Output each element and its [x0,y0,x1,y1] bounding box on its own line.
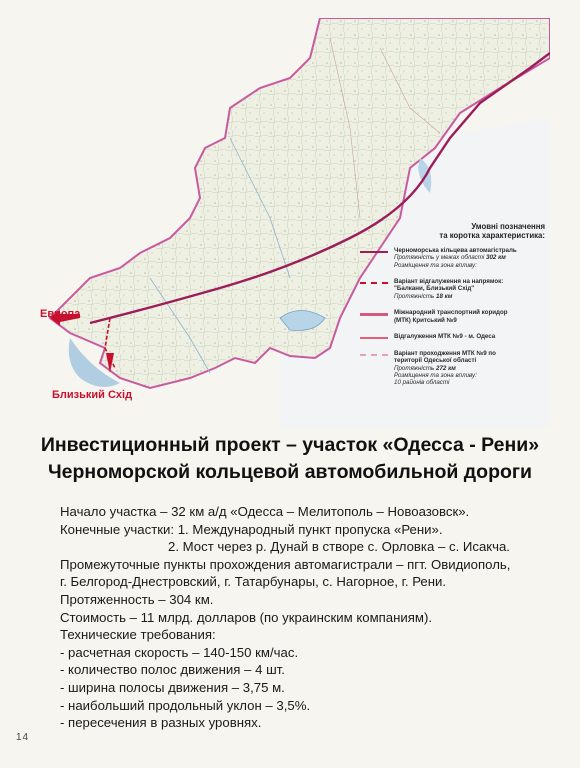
legend-item-corridor: Міжнародний транспортний коридор (МТК) Критський №9 [360,309,545,324]
body-line: Технические требования: [60,627,216,643]
legend-title: Умовні позначення та коротка характеристика: [439,222,545,241]
legend-swatch [360,354,388,356]
body-line: 2. Мост через р. Дунай в створе с. Орловка – с. Исакча. [168,539,510,555]
legend-swatch [360,313,388,316]
body-line: - наибольший продольный уклон – 3,5%. [60,697,311,713]
body-line: Начало участка – 32 км а/д «Одесса – Мелитополь – Новоазовск». [60,504,470,519]
body-line: - расчетная скорость – 140-150 км/час. [60,644,299,660]
body-line: - количество полос движения – 4 шт. [60,662,285,678]
body-line: г. Белгород-Днестровский, г. Татарбунары, с. Нагорное, г. Рени. [60,574,447,590]
map-label-europe: Европа [40,308,81,320]
legend-item-branch: Варіант відгалуження на напрямок: "Балкани, Близький Схід" Протяжність 18 км [360,278,545,300]
legend-item-ring-road: Черноморська кільцева автомагістраль Протяжність у межах області 302 км Розміщення та зона впливу: [360,247,545,269]
body-line: Конечные участки: 1. Международный пункт пропуска «Рени». [60,521,443,537]
project-description [60,503,560,732]
legend-item-variant: Варіант проходження МТК №9 по території Одеської області Протяжність 272 км Розміщення та зона впливу: 10 районів області [360,350,545,387]
page-number: 14 [16,732,30,743]
page-title-line2: Черноморской кольцевой автомобильной дороги [47,461,533,483]
legend-swatch [360,282,388,284]
map-legend [360,222,545,396]
body-line: - ширина полосы движения – 3,75 м. [60,679,285,695]
legend-item-mtk-branch: Відгалуження МТК №9 - м. Одеса [360,333,545,340]
legend-swatch [360,251,388,253]
map-label-near-east: Близький Схід [52,389,133,401]
legend-swatch [360,337,388,339]
body-line: Промежуточные пункты прохождения автомагистрали – пгт. Овидиополь, [60,556,511,572]
body-line: Стоимость – 11 млрд. долларов (по украинским компаниям). [60,609,433,625]
body-line: Протяженность – 304 км. [60,591,214,607]
page-title-line1: Инвестиционный проект – участок «Одесса - Рени» [40,434,540,456]
body-line: - пересечения в разных уровнях. [60,715,262,731]
